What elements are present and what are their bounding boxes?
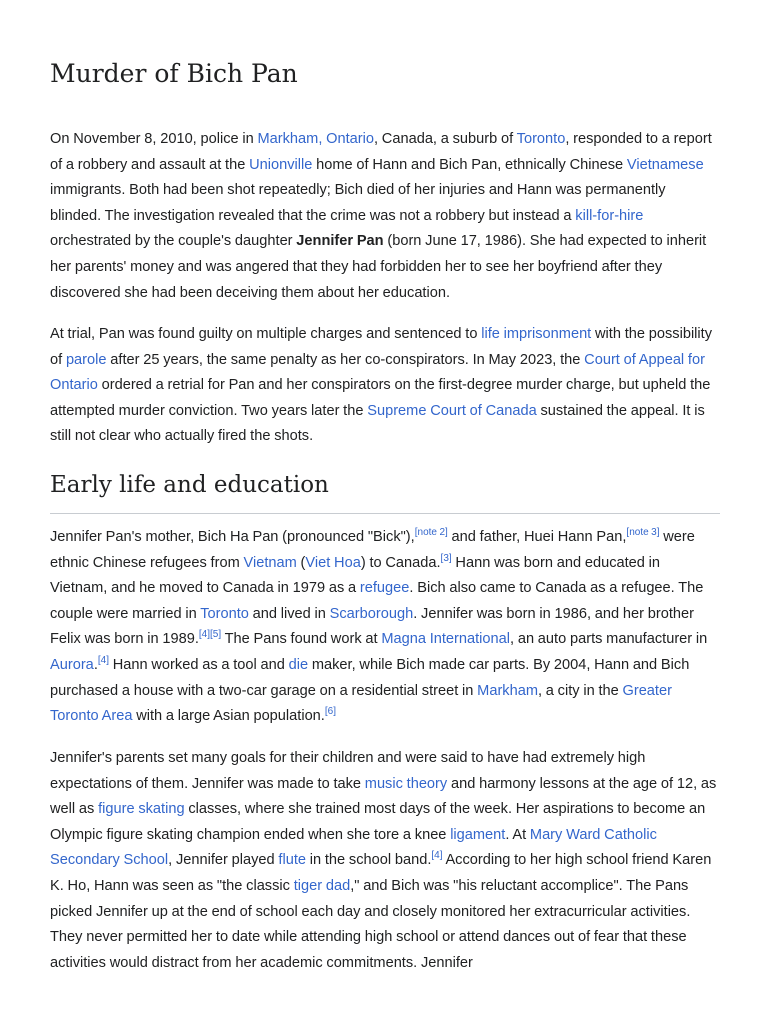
bold-name-jennifer-pan: Jennifer Pan [296,233,384,250]
citation-4-b[interactable]: [4] [97,655,109,667]
link-viet-hoa[interactable]: Viet Hoa [305,554,361,571]
early-life-paragraph-2: Jennifer's parents set many goals for their children and were said to have had extremely high expectations of them. Jennifer was made to take music theory and harmony lessons at the age of 12, as well as figure skating classes, where she trained most days of the week. Her aspirations to become an Olympic figure skating champion ended when she tore a knee ligament. At Mary Ward Catholic Secondary School, Jennifer played flute in the school band.[4] According to her high school friend Karen K. Ho, Hann was seen as "the classic tiger dad," and Bich was "his reluctant accomplice". The Pans picked Jennifer up at the end of school each day and closely monitored her extracurricular activities. They never permitted her to date while attending high school or attend dances out of fear that these activities would distract from her academic commitments. Jennifer [50,750,717,971]
citation-5[interactable]: [5] [210,629,222,641]
section-divider [50,513,720,514]
citation-4-c[interactable]: [4] [431,850,443,862]
link-vietnamese[interactable]: Vietnamese [626,156,704,173]
citation-4[interactable]: [4] [198,629,210,641]
link-figure-skating[interactable]: figure skating [98,801,185,818]
link-kill-for-hire[interactable]: kill-for-hire [575,207,644,224]
link-aurora[interactable]: Aurora [50,656,94,673]
link-mary-ward-catholic-secondary-school[interactable]: Mary Ward Catholic Secondary School [50,826,657,869]
link-vietnam[interactable]: Vietnam [243,554,297,571]
link-parole[interactable]: parole [65,351,107,368]
link-unionville[interactable]: Unionville [249,156,313,173]
link-scarborough[interactable]: Scarborough [329,605,414,622]
lead-paragraph-1: On November 8, 2010, police in Markham, Ontario, Canada, a suburb of Toronto, responded to a report of a robbery and assault at the Unionville home of Hann and Bich Pan, ethnically Chinese Vietnamese immigrants. Both had been shot repeatedly; Bich died of her injuries and Hann was permanently blinded. The investigation revealed that the crime was not a robbery but instead a kill-for-hire orchestrated by the couple's daughter Jennifer Pan (born June 17, 1986). She had expected to inherit her parents' money and was angered that they had forbidden her to see her boyfriend after they discovered she had been deceiving them about her education. [50,131,712,301]
link-toronto-2[interactable]: Toronto [200,605,249,622]
citation-6[interactable]: [6] [324,706,336,718]
link-music-theory[interactable]: music theory [364,775,448,792]
citation-3[interactable]: [3] [440,552,452,564]
citation-note-2[interactable]: [note 2] [414,527,448,539]
link-magna-international[interactable]: Magna International [381,631,511,648]
link-tiger-dad[interactable]: tiger dad [293,877,351,894]
link-life-imprisonment[interactable]: life imprisonment [481,326,592,342]
lead-paragraph-2: At trial, Pan was found guilty on multiple charges and sentenced to life imprisonment with the possibility of parole after 25 years, the same penalty as her co-conspirators. In May 2023, the Court of Appeal for Ontario ordered a retrial for Pan and her conspirators on the first-degree murder charge, but upheld the attempted murder conviction. Two years later the Supreme Court of Canada sustained the appeal. It is still not clear who actually fired the shots. [50,326,713,445]
link-toronto[interactable]: Toronto [516,131,566,147]
link-markham-ontario[interactable]: Markham, Ontario [257,131,374,147]
link-die[interactable]: die [288,656,309,673]
link-court-of-appeal-for-ontario[interactable]: Court of Appeal for Ontario [50,351,705,394]
link-supreme-court-of-canada[interactable]: Supreme Court of Canada [367,402,537,419]
link-ligament[interactable]: ligament [450,826,506,843]
link-greater-toronto-area[interactable]: Greater Toronto Area [50,682,672,725]
link-refugee[interactable]: refugee [359,580,410,597]
early-life-paragraph-1: Jennifer Pan's mother, Bich Ha Pan (pronounced "Bick"),[note 2] and father, Huei Hann Pan,[note 3] were ethnic Chinese refugees from Vietnam (Viet Hoa) to Canada.[3] Hann was born and educated in Vietnam, and he moved to Canada in 1979 as a refugee. Bich also came to Canada as a refugee. The couple were married in Toronto and lived in Scarborough. Jennifer was born in 1986, and her brother Felix was born in 1989.[4][5] The Pans found work at Magna International, an auto parts manufacturer in Aurora.[4] Hann worked as a tool and die maker, while Bich made car parts. By 2004, Hann and Bich purchased a house with a two-car garage on a residential street in Markham, a city in the Greater Toronto Area with a large Asian population.[6] [50,527,708,725]
section-heading-early-life: Early life and education [50,472,329,498]
link-flute[interactable]: flute [278,852,306,869]
link-markham[interactable]: Markham [477,682,538,699]
citation-note-3[interactable]: [note 3] [626,527,660,539]
page-title: Murder of Bich Pan [50,59,298,88]
